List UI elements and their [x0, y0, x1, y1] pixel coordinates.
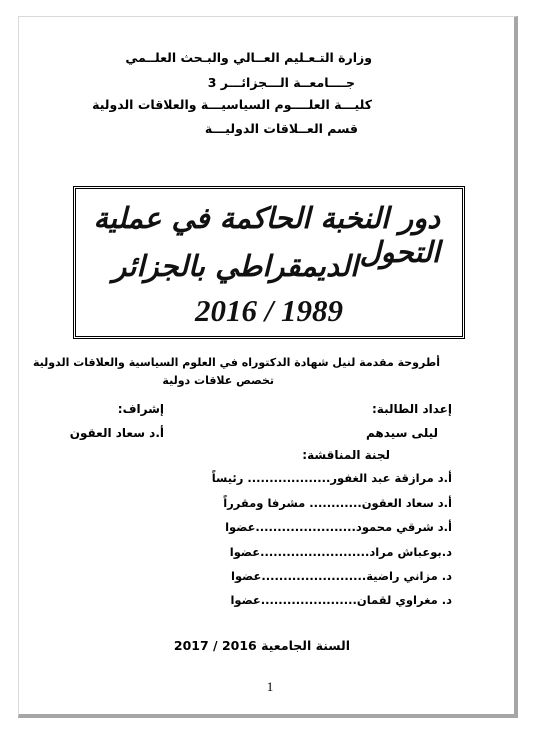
committee-member-3: أ.د شرقي محمود.......................عضوا	[225, 520, 452, 534]
supervisor-name: أ.د سعاد العقون	[69, 426, 164, 440]
student-name: ليلى سيدهم	[366, 426, 438, 440]
thesis-description: أطروحة مقدمة لنيل شهادة الدكتوراه في العلوم السياسية والعلاقات الدولية	[32, 356, 440, 369]
ministry-name: وزارة التـعـليم العــالي والبـحث العلــمي	[125, 50, 372, 65]
committee-member-1: أ.د مرازقة عبد الغفور................... رئيساً	[211, 471, 452, 485]
title-box	[73, 186, 465, 339]
committee-member-6: د. مغراوي لقمان......................عضوا	[230, 593, 452, 607]
thesis-title-line-1: دور النخبة الحاكمة في عملية التحول	[93, 201, 440, 269]
page-number: 1	[266, 679, 274, 694]
committee-label: لجنة المناقشة:	[302, 448, 390, 462]
faculty-name: كليـــة العلــــوم السياسيـــة والعلاقات الدولية	[92, 97, 372, 112]
supervision-label: إشراف:	[117, 402, 164, 416]
thesis-title-line-2: الديمقراطي بالجزائر	[112, 249, 358, 283]
thesis-title-years: 2016 / 1989	[194, 293, 344, 328]
committee-member-4: د.بوعباش مراد.........................عضوا	[229, 545, 452, 559]
thesis-specialty: تخصص علاقات دولية	[162, 374, 274, 387]
department-name: قسم العــلاقات الدوليـــة	[204, 121, 358, 136]
academic-year: السنة الجامعية 2016 / 2017	[173, 638, 350, 653]
committee-member-2: أ.د سعاد العقون............ مشرفا ومقرراً	[223, 496, 452, 510]
prepared-by-label: إعداد الطالبة:	[372, 402, 452, 416]
university-name: جــــامعــة الـــجزائـــر 3	[207, 75, 355, 90]
committee-member-5: د. مزاني راضية........................عضوا	[231, 569, 452, 583]
